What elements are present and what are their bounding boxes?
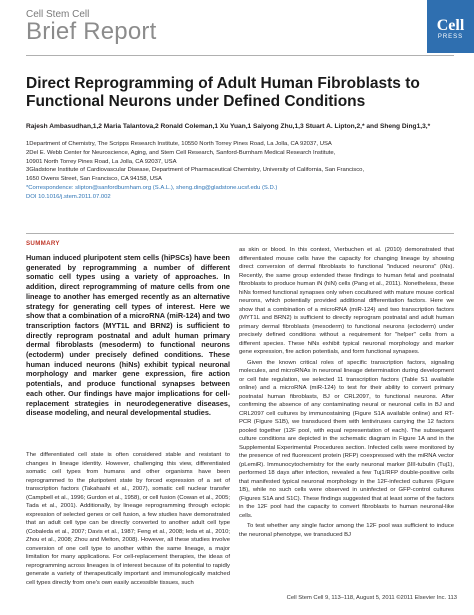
- doi-link[interactable]: DOI 10.1016/j.stem.2011.07.002: [26, 193, 111, 200]
- page-footer: Cell Stem Cell 9, 113–118, August 5, 2011 ©2011 Elsevier Inc. 113: [286, 595, 457, 601]
- logo-sub-text: PRESS: [437, 34, 464, 40]
- affiliation-line: 3Gladstone Institute of Cardiovascular Disease, Department of Pharmaceutical Chemistry, University of California, San Francisco,: [26, 167, 365, 174]
- affiliation-line: 10901 North Torrey Pines Road, La Jolla, CA 92037, USA: [26, 158, 177, 165]
- right-column: [239, 246, 454, 539]
- journal-name: Cell Stem Cell: [26, 9, 90, 20]
- article-title: Direct Reprogramming of Adult Human Fibroblasts to Functional Neurons under Defined Conditions: [26, 75, 420, 110]
- affiliations: [26, 140, 456, 202]
- cell-press-logo: [427, 0, 474, 53]
- article-type: Brief Report: [26, 18, 157, 45]
- summary-heading: SUMMARY: [26, 240, 60, 247]
- affiliation-line: 1Department of Chemistry, The Scripps Research Institute, 10550 North Torrey Pines Road, La Jolla, CA 92037, USA: [26, 141, 332, 147]
- affiliation-line: 1650 Owens Street, San Francisco, CA 94158, USA: [26, 176, 162, 183]
- body-paragraph-3: To test whether any single factor among the 12F pool was sufficient to induce the neuronal phenotype, we transduced BJ: [239, 523, 454, 538]
- author-list: Rajesh Ambasudhan,1,2 Maria Talantova,2 Ronald Coleman,1 Xu Yuan,1 Saiyong Zhu,1,3 Stuart A. Lipton,2,* and Sheng Ding1,3,*: [26, 123, 431, 130]
- affiliation-line: 2Del E. Webb Center for Neuroscience, Aging, and Stem Cell Research, Sanford-Burnham Medical Research Institute,: [26, 149, 336, 156]
- section-rule: [26, 233, 454, 234]
- body-paragraph-2: Given the known critical roles of specific transcription factors, signaling molecules, and microRNAs in neuronal lineage determination during development or cell fate regulation, we selected 11 transcription factors (Table S1 available online) and a microRNA (miR-124) to test for their ability to convert primary postnatal human fibroblasts, BJ or CRL2097, to functional neurons. After confirming the absence of any contaminating neural or neuronal cells in BJ and CRL2097 cell cultures by immunostaining (Figure S1A available online) and RT-PCR (Figure S1B), we transduced them with lentiviruses carrying the 12 factors pooled together (12F pool, with equal representation of each). The subsequent culture conditions are depicted in the schematic diagram in Figure 1A and in the Supplemental Experimental Procedures section. Infected cells were monitored by the presence of red fluorescent protein (RFP) coexpressed with the miRNA vector (pLemiR). Immunocytochemistry for the early neuronal marker βIII-tubulin (Tuj1), performed 18 days after infection, revealed a few Tuj1/RFP double-positive cells that manifested typical neuronal morphology in the 12F-infected cultures (Figure 1B), while no such cells were observed in uninfected or GFP-control cultures (Figures S1A and S1C). These findings suggested that at least some of the factors in the 12F pool had the capacity to convert fibroblasts to human neuronal-like cells.: [239, 359, 454, 519]
- summary-text: Human induced pluripotent stem cells (hiPSCs) have been generated by reprogramming a number of different somatic cell types using a variety of approaches. In addition, direct reprogramming of mature cells from one lineage to another has emerged recently as an alternative strategy for generating cell types of interest. Here we show that a combination of a microRNA (miR-124) and two transcription factors (MYT1L and BRN2) is sufficient to directly reprogram postnatal and adult human primary dermal fibroblasts (mesoderm) to functional neurons (ectoderm) under precisely defined conditions. These human induced neurons (hiNs) exhibit typical neuronal morphology and marker gene expression, fire action potentials, and produce functional synapses between each other. Our findings have major implications for cell-replacement strategies in neurodegenerative diseases, disease modeling, and neural developmental studies.: [26, 253, 230, 418]
- correspondence-line[interactable]: *Correspondence: slipton@sanfordburnham.org (S.A.L.), sheng.ding@gladstone.ucsf.edu (S.D.): [26, 184, 278, 191]
- header-rule: [26, 55, 454, 56]
- intro-paragraph: The differentiated cell state is often considered stable and resistant to changes in lineage identity. However, challenging this view, differentiated somatic cell types from humans and other organisms have been reprogrammed to the pluripotent state by forced expression of a set of transcription factors (Takahashi et al., 2007), somatic cell nuclear transfer (Campbell et al., 1996; Gurdon et al., 1958), or cell fusion (Cowan et al., 2005; Tada et al., 2001). Additionally, by lineage reprogramming through ectopic expression of selected genes or cell fusion, a few studies have demonstrated that an adult cell type can be directly converted to another adult cell type (Cobaleda et al., 2007; Davis et al., 1987; Feng et al., 2008; Ieda et al., 2010; Zhou et al., 2008; Zhou and Melton, 2008). However, all these studies involve conversion of one cell type to another within the same lineage, a major limitation for many applications. For cell-replacement therapies, the ideas of reprogramming across lineages is of interest because of its potential to rapidly generate a variety of therapeutically important and immunologically matched cell types directly from one's own easily accessible tissues, such: [26, 452, 230, 586]
- body-paragraph-1: as skin or blood. In this context, Vierbuchen et al. (2010) demonstrated that differentiated mouse cells have the capacity for changing lineage by showing direct conversion of dermal fibroblasts to functional "induced neurons" (iNs). Recently, the same group extended these findings to human fetal and postnatal fibroblasts to produce human iN (hiN) cells (Pang et al., 2011). Nonetheless, these hiNs formed functional synapses only when cocultured with mature mouse cortical neurons, which potentially provided additional differentiation factors. Here we show that a combination of a microRNA (miR-124) and two transcription factors (MYT1L and BRN2) is sufficient to directly reprogram postnatal and adult human primary dermal fibroblasts (mesoderm) to functional neurons (ectoderm) under precisely defined conditions without a requirement for "helper" cells from a different species. These hiNs exhibit typical neuronal morphology and marker gene expression, fire action potentials, and form functional synapses.: [239, 247, 454, 355]
- logo-main-text: Cell: [436, 17, 465, 34]
